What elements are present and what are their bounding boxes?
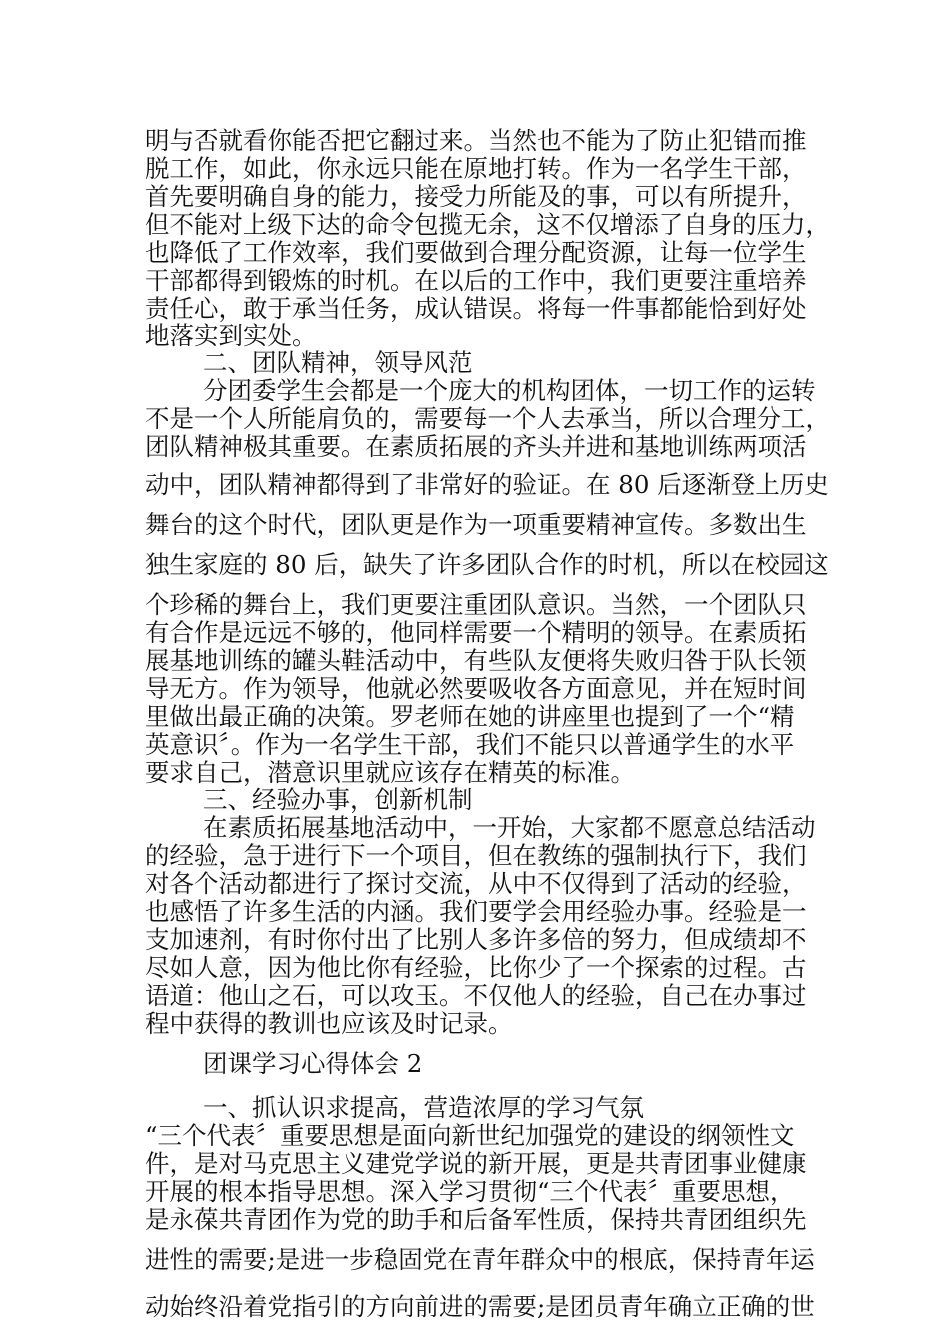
text-line: 英意识〞。作为一名学生干部，我们不能只以普通学生的水平 [145,730,795,759]
text-line: 有合作是远远不够的，他同样需要一个精明的领导。在素质拓 [145,618,807,647]
text-line: 但不能对上级下达的命令包揽无余，这不仅增添了自身的压力， [145,210,830,239]
text-line: 语道：他山之石，可以攻玉。不仅他人的经验，自己在办事过 [145,981,807,1010]
text-line: 对各个活动都进行了探讨交流，从中不仅得到了活动的经验， [145,869,807,898]
section-heading: 一、抓认识求提高，营造浓厚的学习气氛 [203,1093,644,1122]
text-line: 是永葆共青团作为党的助手和后备军性质，保持共青团组织先 [145,1205,807,1234]
text-line: 展基地训练的罐头鞋活动中，有些队友便将失败归咎于队长领 [145,646,807,675]
text-line: 团队精神极其重要。在素质拓展的齐头并进和基地训练两项活 [145,432,807,461]
text-line: 首先要明确自身的能力，接受力所能及的事，可以有所提升， [145,182,807,211]
text-line: 进性的需要;是进一步稳固党在青年群众中的根底，保持青年运 [145,1245,815,1274]
text-line: 不是一个人所能肩负的，需要每一个人去承当，所以合理分工， [145,404,830,433]
section-heading: 三、经验办事，创新机制 [203,785,473,814]
text-line: 也感悟了许多生活的内涵。我们要学会用经验办事。经验是一 [145,897,807,926]
text-line: 地落实到实处。 [145,321,317,350]
text-line: 脱工作，如此，你永远只能在原地打转。作为一名学生干部， [145,154,807,183]
text-line: 的经验，急于进行下一个项目，但在教练的强制执行下，我们 [145,841,807,870]
text-line: 明与否就看你能否把它翻过来。当然也不能为了防止犯错而推 [145,126,807,155]
article-title: 团课学习心得体会 2 [203,1049,423,1078]
text-line: 动中，团队精神都得到了非常好的验证。在 80 后逐渐登上历史 [145,470,829,499]
text-line: 开展的根本指导思想。深入学习贯彻“三个代表〞重要思想， [145,1177,795,1206]
text-line: 支加速剂，有时你付出了比别人多许多倍的努力，但成绩却不 [145,925,807,954]
text-line: 个珍稀的舞台上，我们更要注重团队意识。当然，一个团队只 [145,590,807,619]
text-line: “三个代表〞重要思想是面向新世纪加强党的建设的纲领性文 [145,1121,795,1150]
text-line: 里做出最正确的决策。罗老师在她的讲座里也提到了一个“精 [145,702,795,731]
text-line: 干部都得到锻炼的时机。在以后的工作中，我们更要注重培养 [145,266,807,295]
text-line: 程中获得的教训也应该及时记录。 [145,1009,513,1038]
text-line: 分团委学生会都是一个庞大的机构团体，一切工作的运转 [203,376,816,405]
text-line: 责任心，敢于承当任务，成认错误。将每一件事都能恰到好处 [145,294,807,323]
text-line: 动始终沿着党指引的方向前进的需要;是团员青年确立正确的世 [145,1292,815,1321]
text-line: 件，是对马克思主义建党学说的新开展，更是共青团事业健康 [145,1149,807,1178]
text-line: 独生家庭的 80 后，缺失了许多团队合作的时机，所以在校园这 [145,550,829,579]
text-line: 尽如人意，因为他比你有经验，比你少了一个探索的过程。古 [145,953,807,982]
text-line: 也降低了工作效率，我们要做到合理分配资源，让每一位学生 [145,238,807,267]
section-heading: 二、团队精神，领导风范 [203,348,473,377]
text-line: 要求自己，潜意识里就应该存在精英的标准。 [145,758,635,787]
text-line: 在素质拓展基地活动中，一开始，大家都不愿意总结活动 [203,813,816,842]
text-line: 舞台的这个时代，团队更是作为一项重要精神宣传。多数出生 [145,510,807,539]
text-line: 导无方。作为领导，他就必然要吸收各方面意见，并在短时间 [145,674,807,703]
